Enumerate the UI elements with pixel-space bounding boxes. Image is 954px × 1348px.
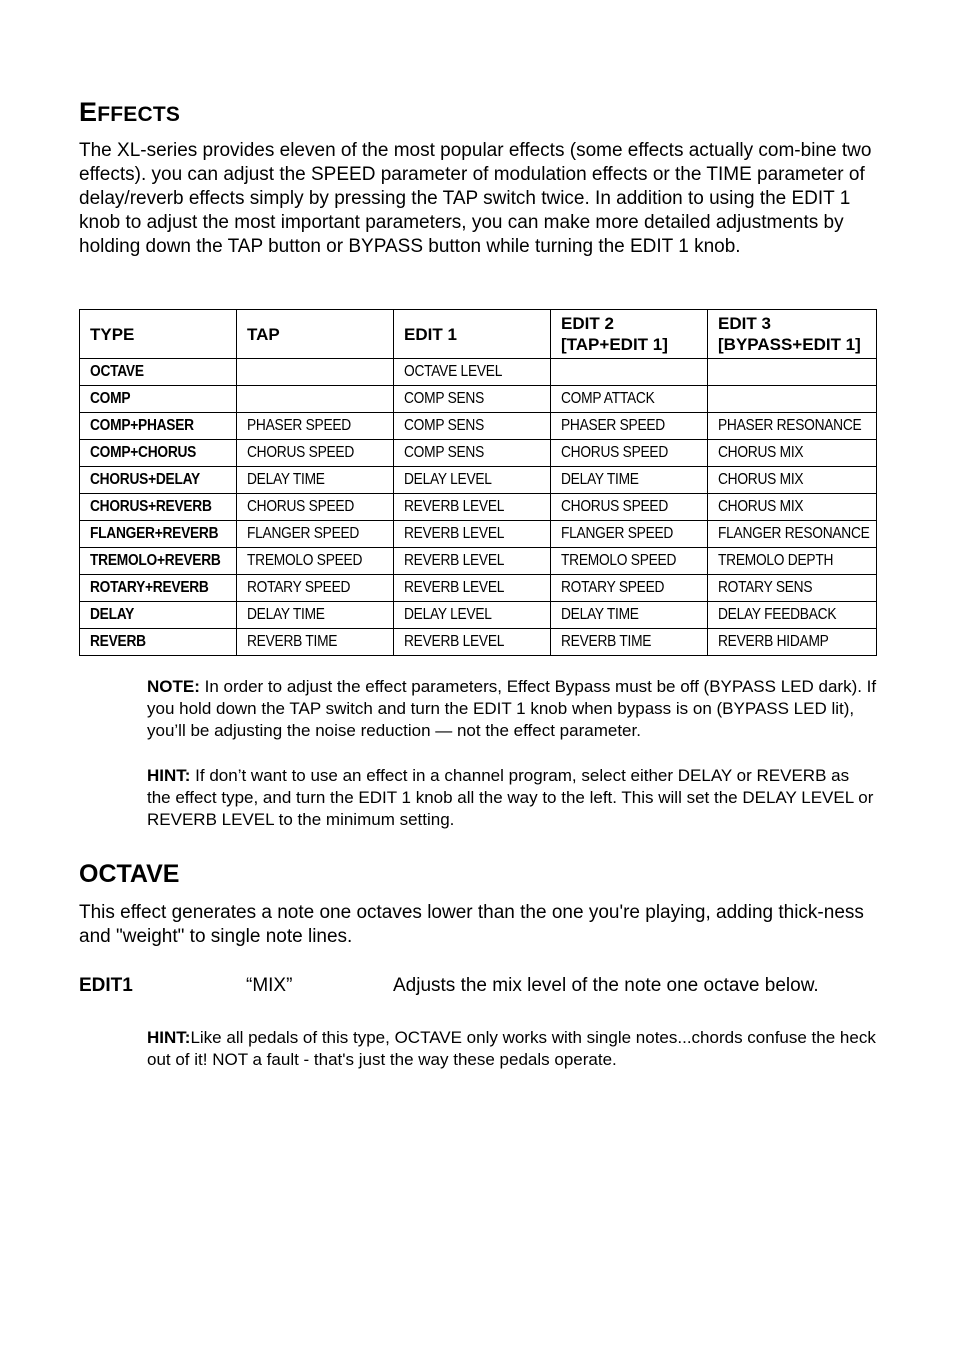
header-tap: TAP [237, 310, 394, 359]
cell-type [80, 467, 237, 494]
cell-edit1 [394, 386, 551, 413]
cell-edit1 [394, 413, 551, 440]
table-row [80, 548, 877, 575]
cell-text: DELAY TIME [561, 471, 639, 488]
cell-text: ROTARY+REVERB [90, 579, 209, 596]
cell-edit1 [394, 575, 551, 602]
cell-tap [237, 494, 394, 521]
effects-table-body [80, 359, 877, 656]
octave-description: This effect generates a note one octaves lower than the one you're playing, adding thick-ness and "weight" to single note lines. [79, 902, 864, 947]
hint-label: HINT: [147, 766, 191, 785]
header-edit3-label: EDIT 3 [BYPASS+EDIT 1] [718, 314, 861, 354]
header-edit2 [551, 310, 708, 359]
cell-text: CHORUS+REVERB [90, 498, 212, 515]
cell-text: TREMOLO SPEED [247, 552, 363, 569]
cell-edit1 [394, 548, 551, 575]
cell-edit3 [708, 494, 877, 521]
cell-text: COMP+CHORUS [90, 444, 197, 461]
cell-text: TREMOLO SPEED [561, 552, 677, 569]
cell-type [80, 386, 237, 413]
cell-text: CHORUS SPEED [561, 498, 669, 515]
cell-text: PHASER SPEED [247, 417, 351, 434]
cell-text: DELAY LEVEL [404, 471, 492, 488]
cell-text: DELAY FEEDBACK [718, 606, 837, 623]
cell-edit1 [394, 494, 551, 521]
hint-paragraph-octave [147, 1027, 877, 1071]
cell-text: REVERB LEVEL [404, 552, 505, 569]
cell-text: FLANGER RESONANCE [718, 525, 870, 542]
cell-text: DELAY TIME [561, 606, 639, 623]
cell-text: DELAY TIME [247, 606, 325, 623]
edit1-row [79, 975, 876, 1001]
cell-edit2 [551, 548, 708, 575]
table-row [80, 359, 877, 386]
edit1-label: EDIT1 [79, 975, 133, 996]
cell-text: OCTAVE [90, 363, 144, 380]
cell-edit2 [551, 575, 708, 602]
table-row [80, 386, 877, 413]
cell-tap [237, 521, 394, 548]
cell-edit1 [394, 629, 551, 656]
hint-text: Like all pedals of this type, OCTAVE only works with single notes...chords confuse the heck out of it! NOT a fault - that's just the way these pedals operate. [147, 1028, 876, 1069]
note-label: NOTE: [147, 677, 200, 696]
cell-text: CHORUS SPEED [561, 444, 669, 461]
cell-edit3 [708, 521, 877, 548]
cell-type [80, 359, 237, 386]
cell-type [80, 602, 237, 629]
cell-tap [237, 413, 394, 440]
cell-edit1 [394, 467, 551, 494]
header-edit3 [708, 310, 877, 359]
table-row [80, 629, 877, 656]
note-text: In order to adjust the effect parameters, Effect Bypass must be off (BYPASS LED dark). If you hold down the TAP switch and turn the EDIT 1 knob when bypass is on (BYPASS LED lit), you’ll be adjusting the noise reduction — not the effect parameter. [147, 677, 877, 740]
cell-text: TREMOLO+REVERB [90, 552, 221, 569]
cell-text: REVERB [90, 633, 146, 650]
cell-text: CHORUS+DELAY [90, 471, 200, 488]
cell-text: CHORUS MIX [718, 471, 804, 488]
cell-edit1 [394, 521, 551, 548]
cell-text: REVERB LEVEL [404, 579, 505, 596]
octave-heading: OCTAVE [79, 860, 180, 888]
cell-edit3 [708, 629, 877, 656]
cell-text: ROTARY SPEED [247, 579, 351, 596]
cell-type [80, 548, 237, 575]
effects-table [79, 309, 877, 656]
cell-text: COMP SENS [404, 417, 485, 434]
hint-text: If don’t want to use an effect in a channel program, select either DELAY or REVERB as the effect type, and turn the EDIT 1 knob all the way to the left. This will set the DELAY LEVEL or REVERB LEVEL to the minimum setting. [147, 766, 874, 829]
cell-text: COMP SENS [404, 444, 485, 461]
cell-edit2 [551, 386, 708, 413]
cell-text: COMP SENS [404, 390, 485, 407]
cell-text: COMP+PHASER [90, 417, 194, 434]
hint-label: HINT: [147, 1028, 191, 1047]
table-row [80, 494, 877, 521]
cell-type [80, 629, 237, 656]
cell-text: FLANGER+REVERB [90, 525, 219, 542]
cell-tap [237, 629, 394, 656]
cell-text: CHORUS MIX [718, 498, 804, 515]
cell-text: REVERB LEVEL [404, 498, 505, 515]
effects-intro: The XL-series provides eleven of the most popular effects (some effects actually com-bine two effects). you can adjust the SPEED parameter of modulation effects or the TIME parameter of delay/reverb effects simply by pressing the TAP switch twice. In addition to using the EDIT 1 knob to adjust the most important parameters, you can make more detailed adjustments by holding down the TAP button or BYPASS button while turning the EDIT 1 knob. [79, 140, 872, 257]
cell-edit2 [551, 602, 708, 629]
cell-edit2 [551, 413, 708, 440]
table-row [80, 575, 877, 602]
cell-tap [237, 440, 394, 467]
cell-type [80, 575, 237, 602]
cell-text: TREMOLO DEPTH [718, 552, 834, 569]
effects-heading [79, 97, 180, 128]
cell-text: FLANGER SPEED [247, 525, 360, 542]
cell-edit2 [551, 494, 708, 521]
cell-text: CHORUS MIX [718, 444, 804, 461]
cell-edit1 [394, 440, 551, 467]
cell-text: DELAY TIME [247, 471, 325, 488]
cell-edit3 [708, 575, 877, 602]
cell-edit2 [551, 521, 708, 548]
cell-text: OCTAVE LEVEL [404, 363, 503, 380]
cell-text: ROTARY SPEED [561, 579, 665, 596]
cell-edit3 [708, 413, 877, 440]
hint-paragraph-effects [147, 765, 877, 831]
cell-text: CHORUS SPEED [247, 498, 355, 515]
cell-edit2 [551, 629, 708, 656]
cell-text: ROTARY SENS [718, 579, 813, 596]
cell-text: REVERB TIME [561, 633, 652, 650]
header-edit2-label: EDIT 2 [TAP+EDIT 1] [561, 314, 668, 354]
cell-text: DELAY LEVEL [404, 606, 492, 623]
table-row [80, 602, 877, 629]
cell-tap [237, 386, 394, 413]
cell-type [80, 440, 237, 467]
cell-text: COMP [90, 390, 131, 407]
effects-heading-rest: FFECTS [97, 103, 181, 126]
note-paragraph [147, 676, 877, 742]
edit1-description: Adjusts the mix level of the note one octave below. [393, 975, 819, 996]
table-header-row [80, 310, 877, 359]
cell-text: REVERB TIME [247, 633, 338, 650]
effects-heading-initial: E [79, 97, 98, 127]
cell-tap [237, 602, 394, 629]
cell-type [80, 521, 237, 548]
table-row [80, 521, 877, 548]
cell-text: REVERB LEVEL [404, 525, 505, 542]
cell-text: PHASER RESONANCE [718, 417, 862, 434]
header-type: TYPE [80, 310, 237, 359]
cell-tap [237, 548, 394, 575]
cell-edit3 [708, 359, 877, 386]
table-row [80, 467, 877, 494]
cell-edit3 [708, 386, 877, 413]
cell-edit2 [551, 359, 708, 386]
cell-text: REVERB HIDAMP [718, 633, 829, 650]
cell-edit3 [708, 467, 877, 494]
cell-text: PHASER SPEED [561, 417, 665, 434]
cell-edit2 [551, 467, 708, 494]
cell-text: REVERB LEVEL [404, 633, 505, 650]
cell-edit1 [394, 359, 551, 386]
edit1-name: “MIX” [246, 975, 293, 996]
cell-tap [237, 359, 394, 386]
table-row [80, 413, 877, 440]
table-row [80, 440, 877, 467]
cell-edit3 [708, 548, 877, 575]
cell-text: DELAY [90, 606, 135, 623]
cell-type [80, 494, 237, 521]
cell-text: FLANGER SPEED [561, 525, 674, 542]
cell-tap [237, 467, 394, 494]
cell-type [80, 413, 237, 440]
cell-text: COMP ATTACK [561, 390, 655, 407]
cell-edit2 [551, 440, 708, 467]
cell-tap [237, 575, 394, 602]
cell-text: CHORUS SPEED [247, 444, 355, 461]
cell-edit3 [708, 440, 877, 467]
cell-edit1 [394, 602, 551, 629]
header-edit1: EDIT 1 [394, 310, 551, 359]
cell-edit3 [708, 602, 877, 629]
